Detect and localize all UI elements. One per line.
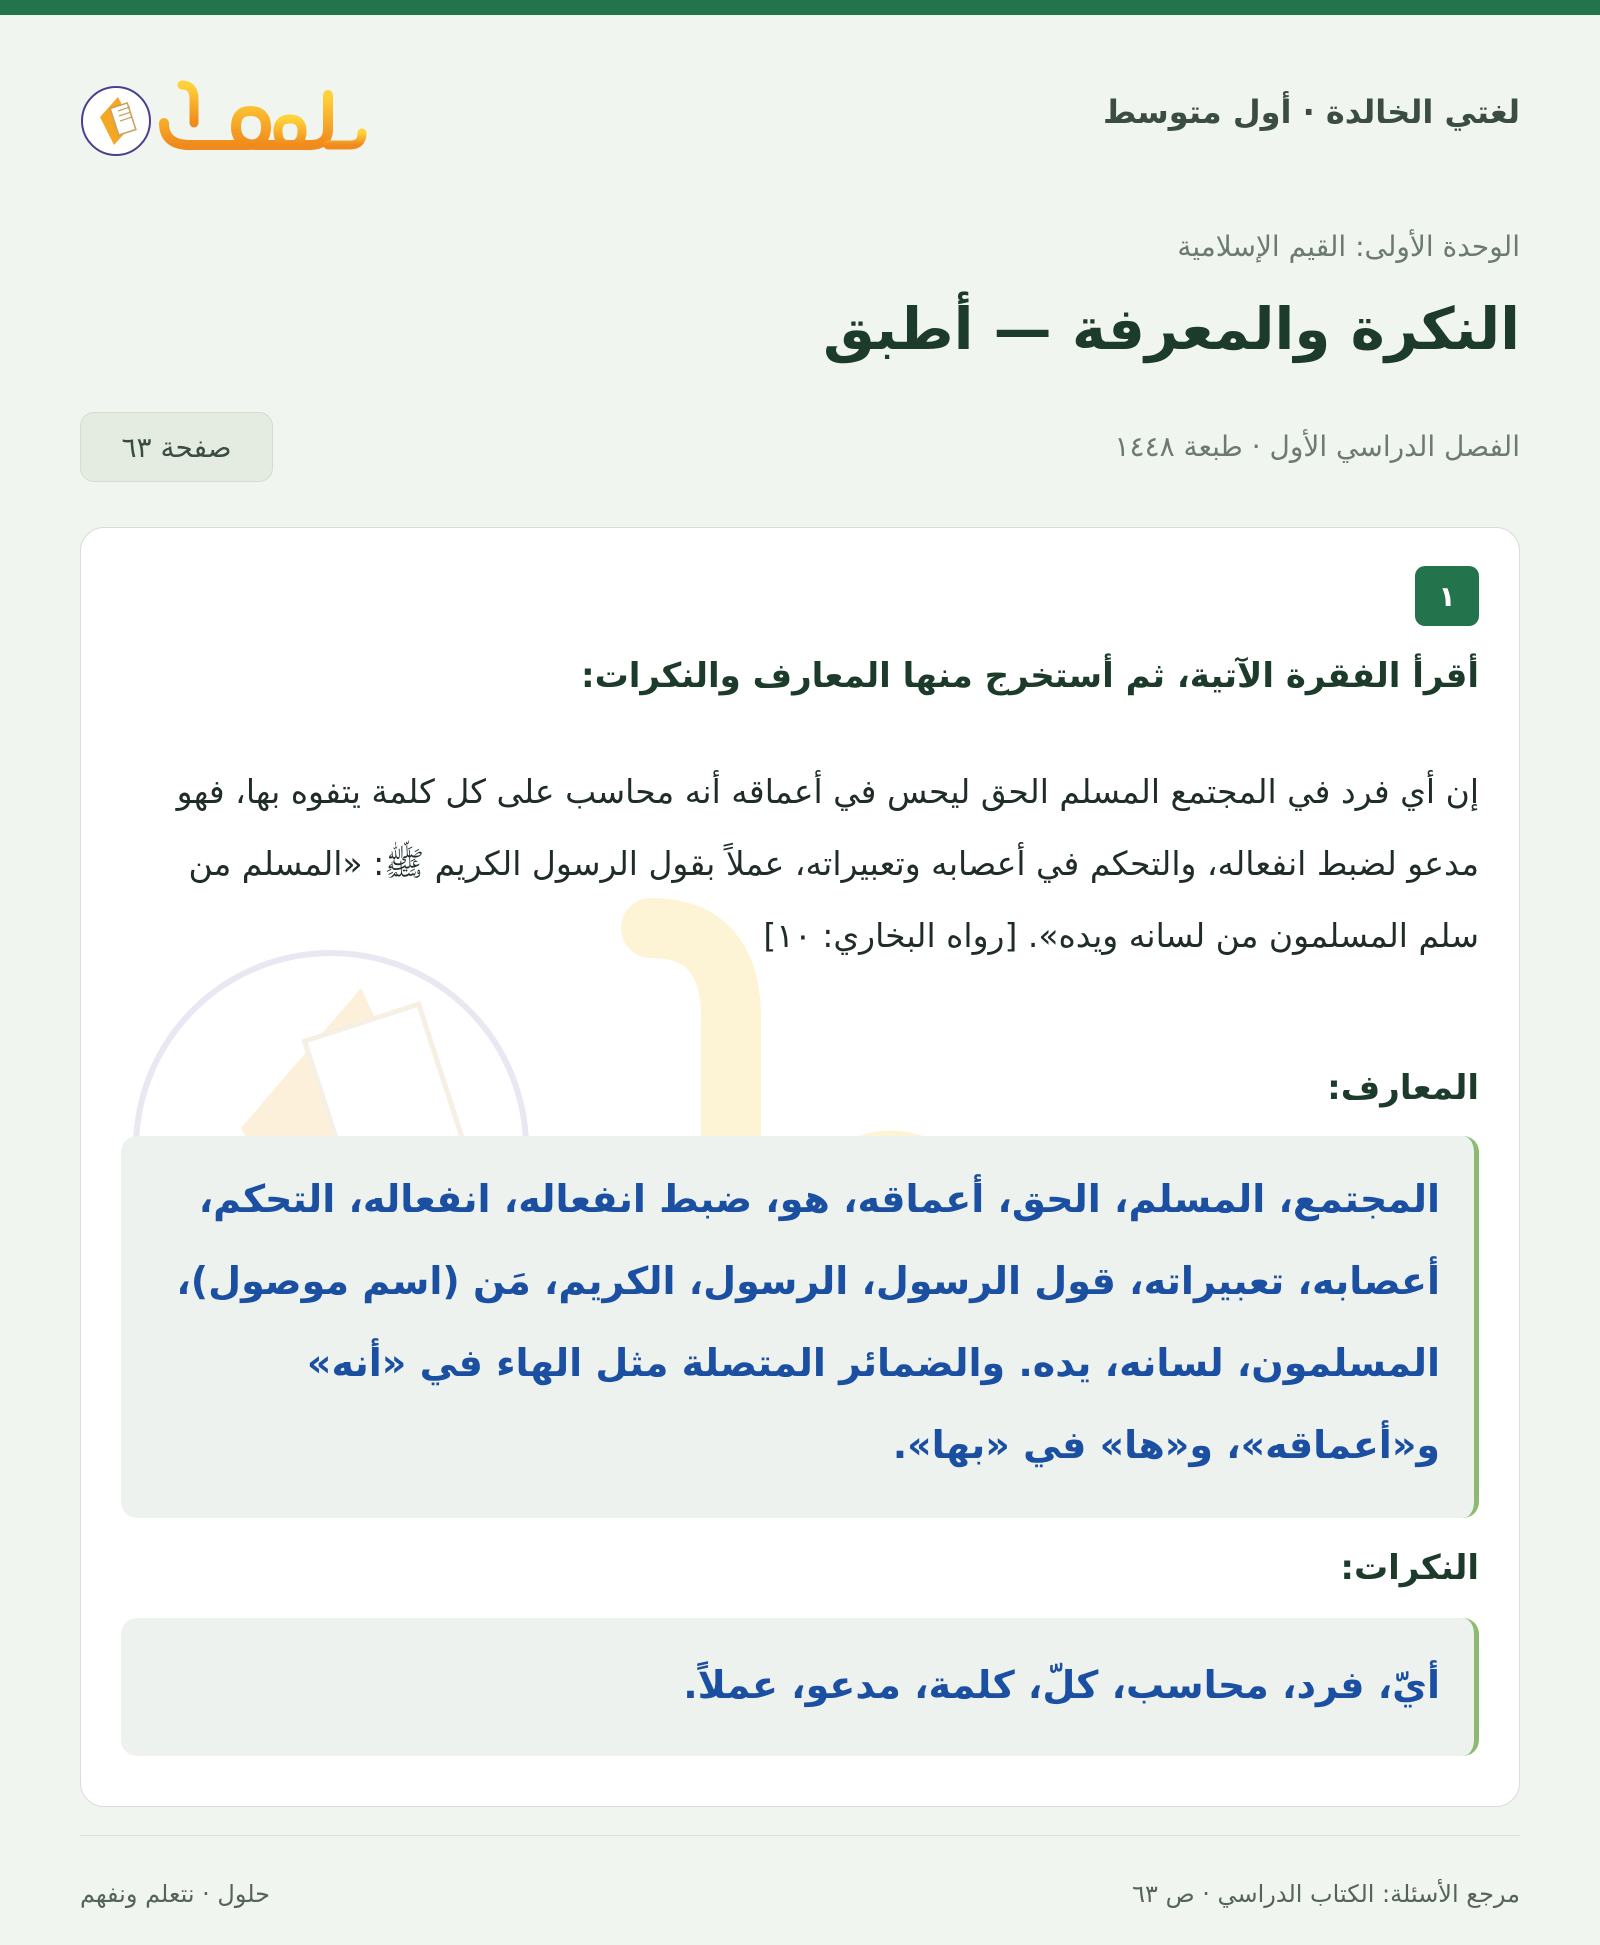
site-logo[interactable] (80, 65, 370, 175)
header (80, 65, 1520, 165)
known-nouns-label: المعارف: (1327, 1068, 1479, 1108)
reading-passage: إن أي فرد في المجتمع المسلم الحق ليحس في أعماقه أنه محاسب على كل كلمة يتفوه بها، فهو مدعو لضبط انفعاله، والتحكم في أعصابه وتعبيراته، عملاً بقول الرسول الكريم ﷺ: «المسلم من سلم المسلمون من لسانه ويده». [رواه البخاري: ١٠] (176, 772, 1479, 955)
page (80, 15, 1520, 1945)
page-badge: صفحة ٦٣ (80, 412, 273, 482)
question-instruction: أقرأ الفقرة الآتية، ثم أستخرج منها المعارف والنكرات: (580, 656, 1479, 696)
lesson-title: النكرة والمعرفة — أطبق (823, 295, 1520, 363)
indefinite-nouns-label: النكرات: (1340, 1548, 1479, 1588)
book-logo-icon (80, 65, 370, 175)
footer-divider (80, 1835, 1520, 1836)
known-nouns-answer: المجتمع، المسلم، الحق، أعماقه، هو، ضبط انفعاله، انفعاله، التحكم، أعصابه، تعبيراته، قول الرسول، الرسول، الكريم، مَن (اسم موصول)، المسلمون، لسانه، يده. والضمائر المتصلة مثل الهاء في «أنه» و«أعماقه»، و«ها» في «بها». (121, 1136, 1479, 1518)
question-number: ١ (1415, 566, 1479, 626)
indefinite-nouns-answer: أيّ، فرد، محاسب، كلّ، كلمة، مدعو، عملاً. (121, 1618, 1479, 1756)
question-card (80, 527, 1520, 1807)
top-accent-bar (0, 0, 1600, 15)
footer-reference: مرجع الأسئلة: الكتاب الدراسي · ص ٦٣ (1132, 1880, 1520, 1908)
footer-brand[interactable]: حلول · نتعلم ونفهم (80, 1880, 270, 1908)
semester-edition: الفصل الدراسي الأول · طبعة ١٤٤٨ (1114, 430, 1520, 463)
unit-title: الوحدة الأولى: القيم الإسلامية (1177, 230, 1520, 263)
book-title: لغتي الخالدة · أول متوسط (1103, 93, 1520, 131)
